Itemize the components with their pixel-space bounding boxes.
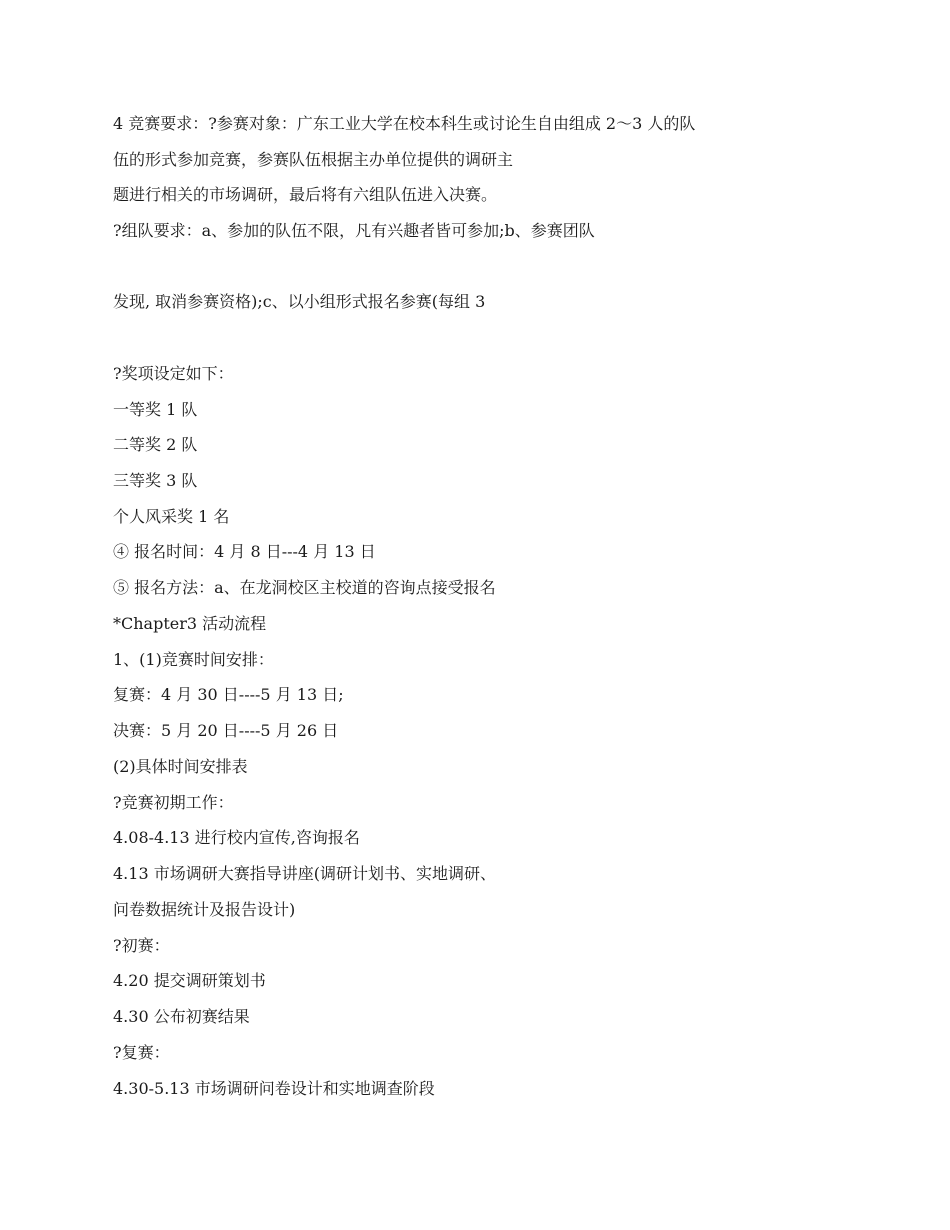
text-line: 问卷数据统计及报告设计) [113,900,296,919]
text-line: 4.30 公布初赛结果 [113,1007,250,1026]
text-line: ?奖项设定如下： [113,364,234,383]
text-line: 一等奖 1 队 [113,400,198,419]
text-line: 4.13 市场调研大赛指导讲座(调研计划书、实地调研、 [113,864,496,883]
text-line: 4.08-4.13 进行校内宣传,咨询报名 [113,828,360,847]
text-line: 伍的形式参加竞赛，参赛队伍根据主办单位提供的调研主 [113,150,514,169]
text-line: ?组队要求：a、参加的队伍不限，凡有兴趣者皆可参加;b、参赛团队 [113,221,595,240]
section-heading: *Chapter3 活动流程 [113,614,267,633]
text-line: ?竞赛初期工作： [113,793,234,812]
text-line: 三等奖 3 队 [113,471,198,490]
text-line: 二等奖 2 队 [113,435,198,454]
text-line: 题进行相关的市场调研，最后将有六组队伍进入决赛。 [113,185,498,204]
text-line: ?复赛： [113,1043,170,1062]
text-line: 4.20 提交调研策划书 [113,971,266,990]
text-line: ⑤ 报名方法：a、在龙洞校区主校道的咨询点接受报名 [113,578,496,597]
text-line: 个人风采奖 1 名 [113,507,230,526]
text-line: 1、(1)竞赛时间安排： [113,650,274,669]
text-line: 发现, 取消参赛资格);c、以小组形式报名参赛(每组 3 [113,292,486,311]
text-line: 复赛：4 月 30 日----5 月 13 日; [113,685,344,704]
text-line: ?初赛： [113,936,170,955]
text-line: 4 竞赛要求：?参赛对象：广东工业大学在校本科生或讨论生自由组成 2～3 人的队 [113,114,696,133]
text-line: 4.30-5.13 市场调研问卷设计和实地调查阶段 [113,1079,435,1098]
text-line: ④ 报名时间：4 月 8 日---4 月 13 日 [113,542,376,561]
text-line: 决赛：5 月 20 日----5 月 26 日 [113,721,339,740]
text-line: (2)具体时间安排表 [113,757,248,776]
